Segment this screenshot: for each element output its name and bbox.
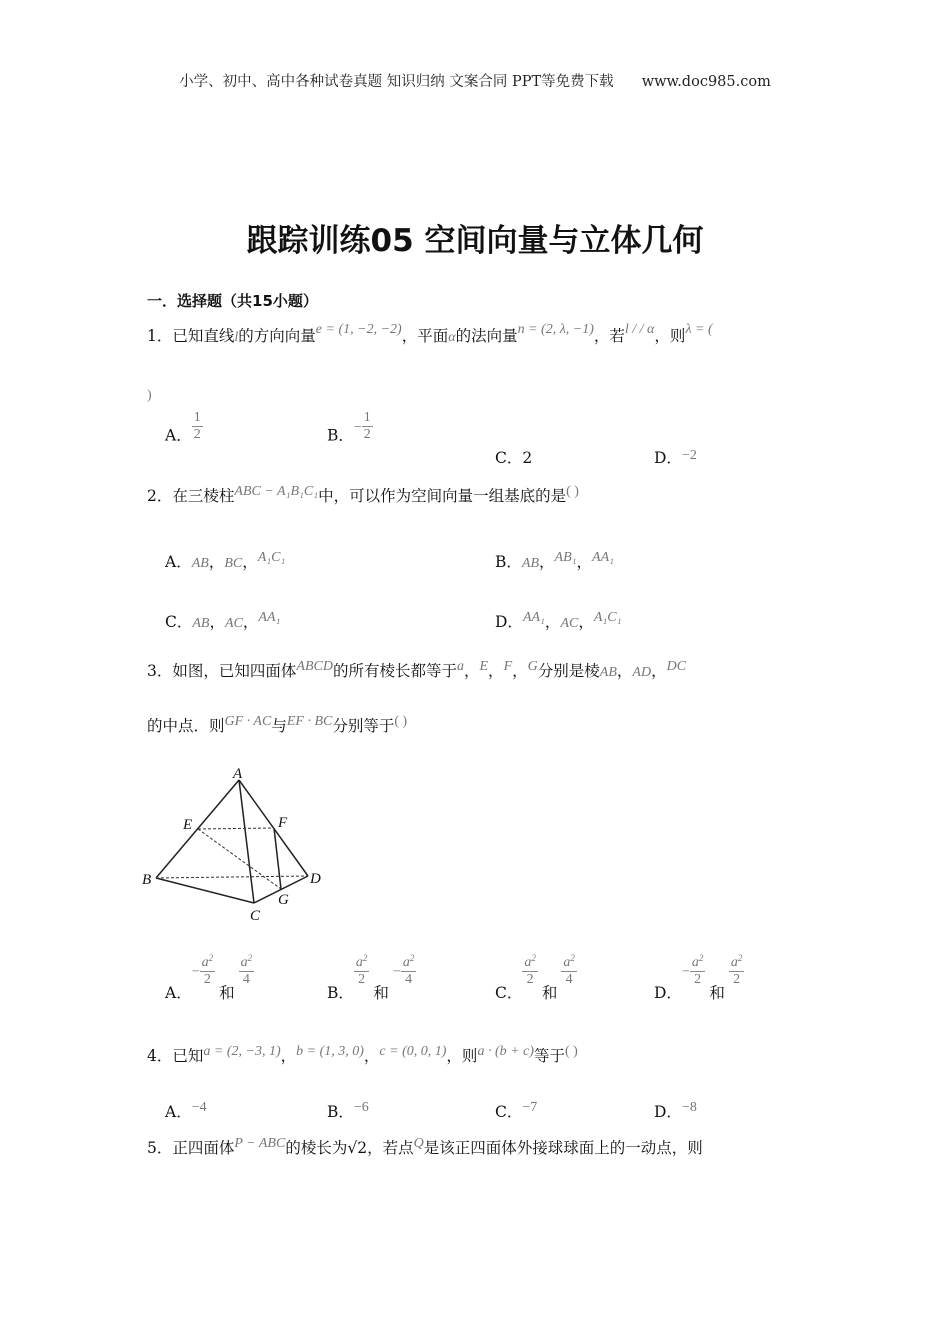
segment-EF [198, 828, 274, 829]
q-text: 的方向向量 [238, 327, 316, 345]
math: GF · AC [224, 714, 272, 729]
question-number: 3． [147, 662, 173, 680]
sign: − [681, 964, 690, 980]
frac-num [729, 955, 745, 972]
vector: A₁C₁ [257, 550, 286, 565]
option-label: A． [165, 983, 192, 1002]
option-label: B． [327, 1103, 354, 1121]
frac-den: 4 [405, 972, 413, 987]
page-title: 跟踪训练05 空间向量与立体几何 [246, 223, 704, 259]
label-A: A [233, 766, 243, 782]
frac-num-text: $a^2$ [402, 953, 415, 970]
option-value: −2 [681, 448, 697, 463]
question-number: 1． [147, 327, 173, 345]
option-label: D． [654, 449, 682, 467]
question-3: 3．如图，已知四面体ABCD的所有棱长都等于a，E，F，G分别是棱AB，AD，DC [147, 659, 687, 680]
question-4: 4．已知a = (2, −3, 1)，b = (1, 3, 0)，c = (0, 0, 1)，则a · (b + c)等于( ) [147, 1044, 578, 1065]
option-value: −4 [191, 1100, 207, 1115]
q3-option-c[interactable] [495, 953, 577, 1002]
frac-num [690, 955, 706, 972]
option-label: B． [495, 553, 522, 571]
frac-num: 1 [363, 410, 371, 425]
fraction [362, 410, 373, 443]
and-text: 和 [219, 983, 235, 1002]
edge-BD [156, 876, 308, 878]
frac-den: 2 [193, 427, 201, 442]
vector: AB₁ [554, 550, 577, 565]
label-D: D [310, 871, 321, 887]
edge-BC [156, 878, 254, 903]
math: EF · BC [286, 714, 333, 729]
label-G: G [278, 892, 289, 908]
fraction [561, 955, 577, 988]
q-text: 是该正四面体外接球球面上的一动点，则 [423, 1139, 703, 1157]
section-heading: 一．选择题（共15小题） [147, 292, 318, 310]
frac-num-text: $a^2$ [524, 953, 536, 970]
option-label: B． [327, 426, 354, 445]
frac-num-text: $a^2$ [730, 953, 743, 970]
header-text: 小学、初中、高中各种试卷真题 知识归纳 文案合同 PPT等免费下载 [179, 74, 614, 90]
answer-paren: ( ) [564, 1044, 578, 1059]
header-site[interactable]: www.doc985.com [641, 74, 771, 90]
frac-num: 1 [193, 410, 201, 425]
answer-paren: ( ) [566, 484, 579, 499]
q-text: 的中点．则 [147, 717, 225, 735]
q-text: 的法向量 [455, 327, 518, 345]
q4-option-b[interactable] [327, 1100, 369, 1122]
option-value: −6 [353, 1100, 369, 1115]
vector: AB [191, 556, 209, 571]
page-header [0, 70, 950, 91]
math: a · (b + c) [477, 1044, 534, 1059]
frac-num [354, 955, 370, 972]
label-E: E [183, 817, 193, 833]
frac-den: 2 [526, 972, 534, 987]
frac-den: 2 [363, 427, 371, 442]
math: e = (1, −2, −2) [315, 322, 402, 337]
math: a [456, 659, 464, 674]
frac-num-text: $a^2$ [201, 953, 214, 970]
frac-den: 2 [358, 972, 366, 987]
label-F: F [278, 815, 288, 831]
vector: AC [225, 616, 243, 631]
frac-num [401, 955, 417, 972]
math: ABC − A₁B₁C₁ [234, 484, 319, 499]
question-5 [147, 1137, 703, 1161]
fraction [729, 955, 745, 988]
vector: AC [560, 616, 579, 631]
q2-option-a[interactable]: A．AB，BC，A₁C₁ [165, 550, 286, 571]
q-text: 与 [271, 717, 287, 735]
frac-num [522, 955, 538, 972]
frac-den: 2 [733, 972, 741, 987]
math: AD [632, 665, 652, 680]
frac-num [200, 955, 216, 972]
math: DC [666, 659, 687, 674]
sign: − [353, 419, 362, 435]
math: AB [599, 665, 617, 680]
q3-option-d[interactable] [654, 953, 744, 1002]
option-value: −8 [681, 1100, 697, 1115]
math: α [448, 330, 456, 345]
q-text: 等于 [533, 1047, 565, 1065]
question-1 [147, 322, 713, 349]
q-text: ，若 [593, 327, 625, 345]
frac-num [239, 955, 255, 972]
q1-option-b[interactable] [327, 410, 373, 453]
q-text: 的棱长为 [285, 1139, 348, 1157]
q-text: 已知 [172, 1047, 204, 1065]
and-text: 和 [541, 983, 558, 1002]
fraction [354, 955, 370, 988]
question-number: 2． [147, 487, 173, 505]
math: l / / α [624, 322, 655, 337]
fraction [522, 955, 538, 988]
option-value: 2 [522, 449, 533, 467]
math: a = (2, −3, 1) [203, 1044, 281, 1059]
question-number: 4． [147, 1047, 173, 1065]
q-text: ，则 [654, 327, 686, 345]
q-text: 如图，已知四面体 [172, 662, 297, 680]
question-number: 5． [147, 1139, 173, 1157]
q-text: 分别等于 [332, 717, 395, 735]
vector: AA₁ [522, 610, 545, 625]
math: G [527, 659, 538, 674]
option-label: C． [495, 983, 523, 1002]
math: l [234, 330, 239, 345]
q-text: ，则 [446, 1047, 478, 1065]
frac-num-text: $a^2$ [240, 953, 253, 970]
vector: AA₁ [592, 550, 614, 565]
vector: A₁C₁ [593, 610, 622, 625]
q1-option-a[interactable] [165, 410, 203, 453]
fraction [239, 955, 255, 988]
fraction [690, 955, 706, 988]
option-label: D． [654, 1103, 682, 1121]
fraction [200, 955, 216, 988]
option-label: D． [495, 613, 523, 631]
segment-EG [198, 829, 281, 889]
math: √2 [347, 1139, 368, 1157]
math: Q [413, 1136, 424, 1151]
math: E [479, 659, 489, 674]
option-label: A． [165, 1103, 192, 1121]
option-label: A． [165, 553, 192, 571]
q3-option-a[interactable] [165, 953, 254, 1002]
and-text: 和 [709, 983, 725, 1002]
option-label: C． [495, 1103, 523, 1121]
vector: AA₁ [258, 610, 281, 625]
option-label: D． [654, 983, 682, 1002]
frac-num-text: $a^2$ [563, 953, 575, 970]
sign: − [392, 964, 401, 980]
math: λ = ( [685, 322, 713, 337]
option-value: −7 [522, 1100, 538, 1115]
q1-option-d[interactable] [654, 446, 697, 468]
vector: AB [521, 556, 539, 571]
q-text: 已知直线 [172, 327, 235, 345]
math: c = (0, 0, 1) [379, 1044, 447, 1059]
q4-option-d[interactable] [654, 1100, 697, 1122]
q-text: 中，可以作为空间向量一组基底的是 [318, 487, 567, 505]
label-C: C [250, 908, 261, 924]
fraction [401, 955, 417, 988]
math: ABCD [296, 659, 333, 674]
q-text: 分别是棱 [537, 662, 600, 680]
q1-option-c[interactable] [495, 446, 532, 468]
answer-paren: ( ) [394, 714, 408, 729]
q-text: 正四面体 [172, 1139, 235, 1157]
question-3-line-2 [147, 715, 407, 739]
frac-num-text: $a^2$ [691, 953, 704, 970]
q2-option-c[interactable]: C．AB，AC，AA₁ [165, 610, 281, 631]
vector: BC [224, 556, 243, 571]
option-label: C． [165, 613, 193, 631]
math: b = (1, 3, 0) [296, 1044, 364, 1059]
q1-close-paren: ) [147, 388, 152, 403]
label-B: B [142, 872, 152, 888]
question-2 [147, 485, 579, 509]
edge-AB [156, 780, 239, 878]
q4-option-a[interactable] [165, 1100, 207, 1122]
q4-option-c[interactable] [495, 1100, 537, 1122]
math: n = (2, λ, −1) [517, 322, 594, 337]
q2-option-d[interactable]: D．AA₁，AC，A₁C₁ [495, 610, 622, 631]
tetrahedron-figure [138, 762, 338, 927]
q-text: 在三棱柱 [172, 487, 235, 505]
math: P − ABC [234, 1136, 286, 1151]
fraction [192, 410, 203, 443]
q-text: ，平面 [401, 327, 449, 345]
option-label: A． [165, 426, 192, 445]
q2-option-b[interactable]: B．AB，AB₁，AA₁ [495, 550, 614, 571]
frac-num [561, 955, 577, 972]
sign: − [191, 964, 200, 980]
q-text: 的所有棱长都等于 [332, 662, 457, 680]
frac-den: 4 [565, 972, 573, 987]
q3-option-b[interactable] [327, 953, 416, 1002]
math: F [503, 659, 513, 674]
and-text: 和 [373, 983, 389, 1002]
frac-den: 2 [694, 972, 702, 987]
frac-num-text: $a^2$ [355, 953, 368, 970]
vector: AB [192, 616, 210, 631]
frac-den: 4 [242, 972, 250, 987]
option-label: C． [495, 449, 523, 467]
option-label: B． [327, 983, 354, 1002]
frac-den: 2 [203, 972, 211, 987]
q-text: ，若点 [367, 1139, 414, 1157]
